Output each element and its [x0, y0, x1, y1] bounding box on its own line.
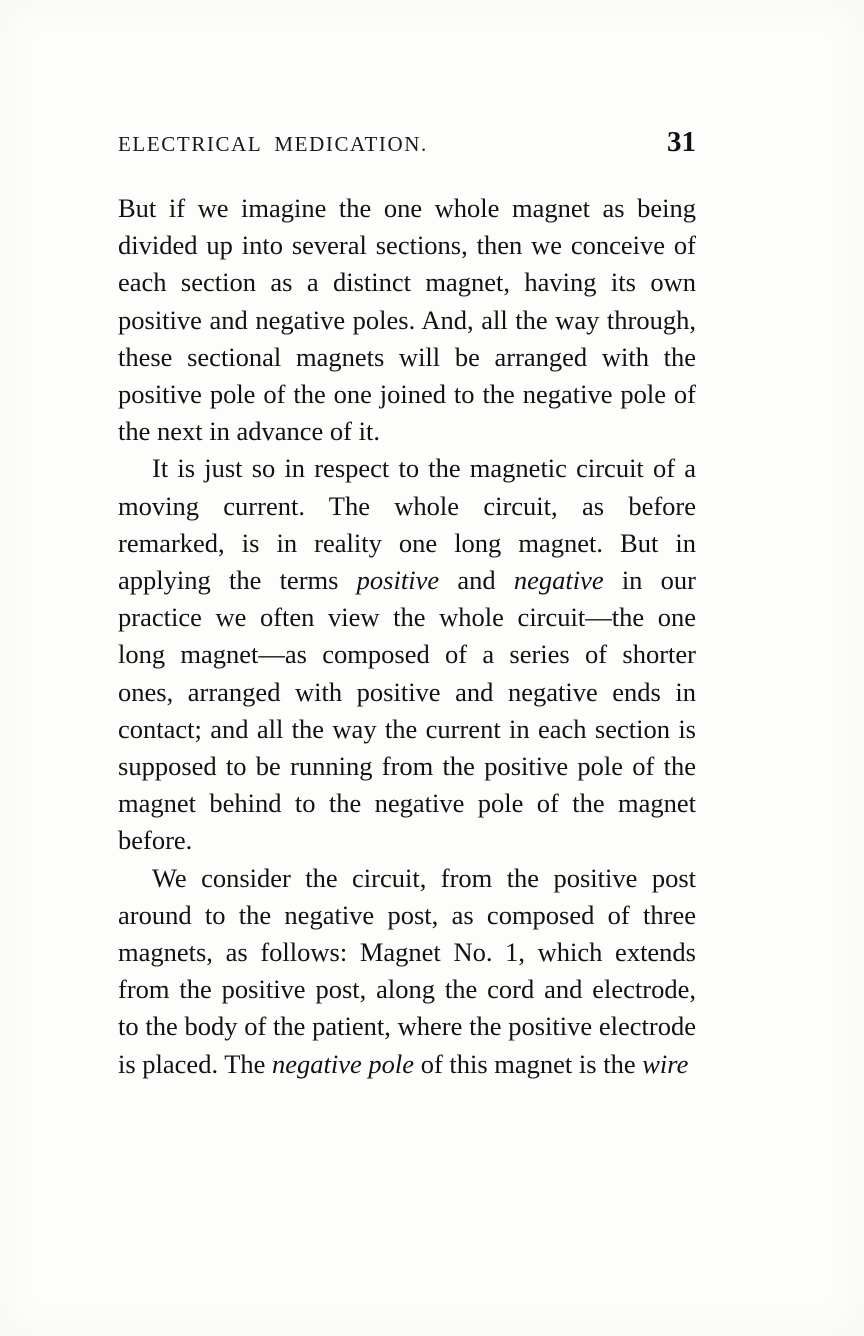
body-text-run: and [439, 565, 514, 596]
paragraph-1: But if we imagine the one whole magnet as being divided up into several sections, then we conceive of each section as a distinct magnet, having its own positive and negative poles. And, all the way through, these sectional magnets will be arranged with the positive pole of the one joined to the negative pole of the next in advance of it. [118, 193, 696, 447]
running-head [118, 128, 696, 157]
paragraph-3 [118, 860, 696, 1083]
page-number: 31 [667, 126, 696, 158]
emphasis-text: negative pole [272, 1048, 415, 1079]
body-text-run: in our practice we often view the whole circuit—the one long magnet—as composed of a series of shorter ones, arranged with positive and negative ends in contact; and all the way the current in each section is supposed to be running from the positive pole of the magnet behind to the negative pole of the magnet before. [118, 565, 696, 856]
body-text-run: We consider the circuit, from the positive post around to the negative post, as composed of three magnets, as follows: Magnet No. 1, which extends from the positive post, along the cord and electrode, to the body of the patient, where the positive electrode is placed. The [118, 862, 696, 1079]
emphasis-text: wire [642, 1048, 689, 1079]
page-body [118, 190, 696, 1083]
body-text-run: It is just so in respect to the magnetic circuit of a moving current. The whole circuit, as before remarked, is in reality one long magnet. But in applying the terms [118, 453, 696, 596]
paragraph-2 [118, 450, 696, 859]
emphasis-text: negative [513, 565, 604, 596]
emphasis-text: positive [356, 565, 440, 596]
body-text-run: of this magnet is the [414, 1048, 643, 1079]
running-head-title: ELECTRICAL MEDICATION. [118, 132, 428, 156]
